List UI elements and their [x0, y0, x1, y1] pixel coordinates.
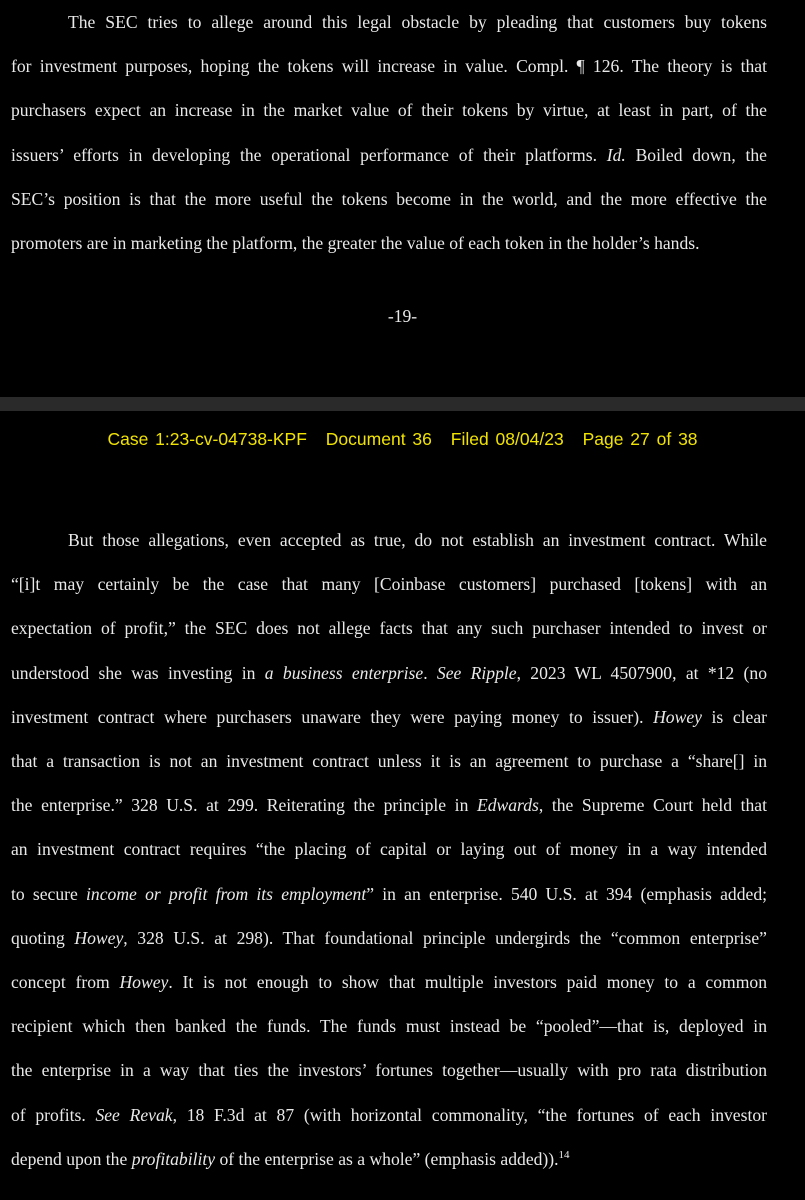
text-line: SEC’s position is that the more useful the tokens become in the world, and the more effective the [11, 188, 767, 209]
text-line: understood she was investing in a business enterprise. See Ripple, 2023 WL 4507900, at *12 (no [11, 662, 767, 683]
page-divider [0, 397, 805, 411]
text-line: “[i]t may certainly be the case that many [Coinbase customers] purchased [tokens] with an [11, 574, 767, 595]
text-line: of profits. See Revak, 18 F.3d at 87 (with horizontal commonality, “the fortunes of each investor [11, 1104, 767, 1125]
text-line: But those allegations, even accepted as true, do not establish an investment contract. While [68, 530, 767, 550]
text-line: recipient which then banked the funds. The funds must instead be “pooled”—that is, deployed in [11, 1016, 767, 1037]
text-line: an investment contract requires “the placing of capital or laying out of money in a way intended [11, 839, 767, 860]
text-line: promoters are in marketing the platform, the greater the value of each token in the holder’s hands. [11, 233, 700, 254]
filed-date: Filed 08/04/23 [450, 429, 564, 449]
text-line: depend upon the profitability of the enterprise as a whole” (emphasis added)).$^{14}$ [11, 1148, 570, 1169]
paragraph-sec-allegation [11, 0, 767, 265]
text-line: the enterprise in a way that ties the investors’ fortunes together—usually with pro rata distribution [11, 1060, 767, 1081]
document-number: Document 36 [325, 429, 432, 449]
text-line: to secure income or profit from its employment” in an enterprise. 540 U.S. at 394 (emphasis added; [11, 883, 768, 904]
page-count: Page 27 of 38 [582, 429, 698, 449]
ecf-header [0, 429, 805, 450]
text-line: investment contract where purchasers unaware they were paying money to issuer). Howey is clear [11, 706, 767, 727]
text-line: for investment purposes, hoping the tokens will increase in value. Compl. ¶ 126. The theory is that [11, 56, 767, 77]
case-number: Case 1:23-cv-04738-KPF [107, 429, 307, 449]
text-line: that a transaction is not an investment contract unless it is an agreement to purchase a “share[] in [11, 751, 767, 772]
page-number: -19- [387, 306, 418, 326]
text-line: The SEC tries to allege around this legal obstacle by pleading that customers buy tokens [68, 12, 767, 32]
text-line: quoting Howey, 328 U.S. at 298). That foundational principle undergirds the “common enterprise” [11, 927, 767, 948]
paragraph-investment-contract [11, 518, 767, 1181]
text-line: issuers’ efforts in developing the operational performance of their platforms. Id. Boiled down, the [11, 144, 767, 165]
text-line: expectation of profit,” the SEC does not allege facts that any such purchaser intended to invest or [11, 618, 767, 639]
text-line: concept from Howey. It is not enough to show that multiple investors paid money to a common [11, 972, 768, 993]
text-line: purchasers expect an increase in the market value of their tokens by virtue, at least in part, of the [11, 100, 767, 121]
footnote-marker[interactable]: 14 [558, 1148, 570, 1161]
text-line: the enterprise.” 328 U.S. at 299. Reiterating the principle in Edwards, the Supreme Court held that [11, 795, 767, 816]
